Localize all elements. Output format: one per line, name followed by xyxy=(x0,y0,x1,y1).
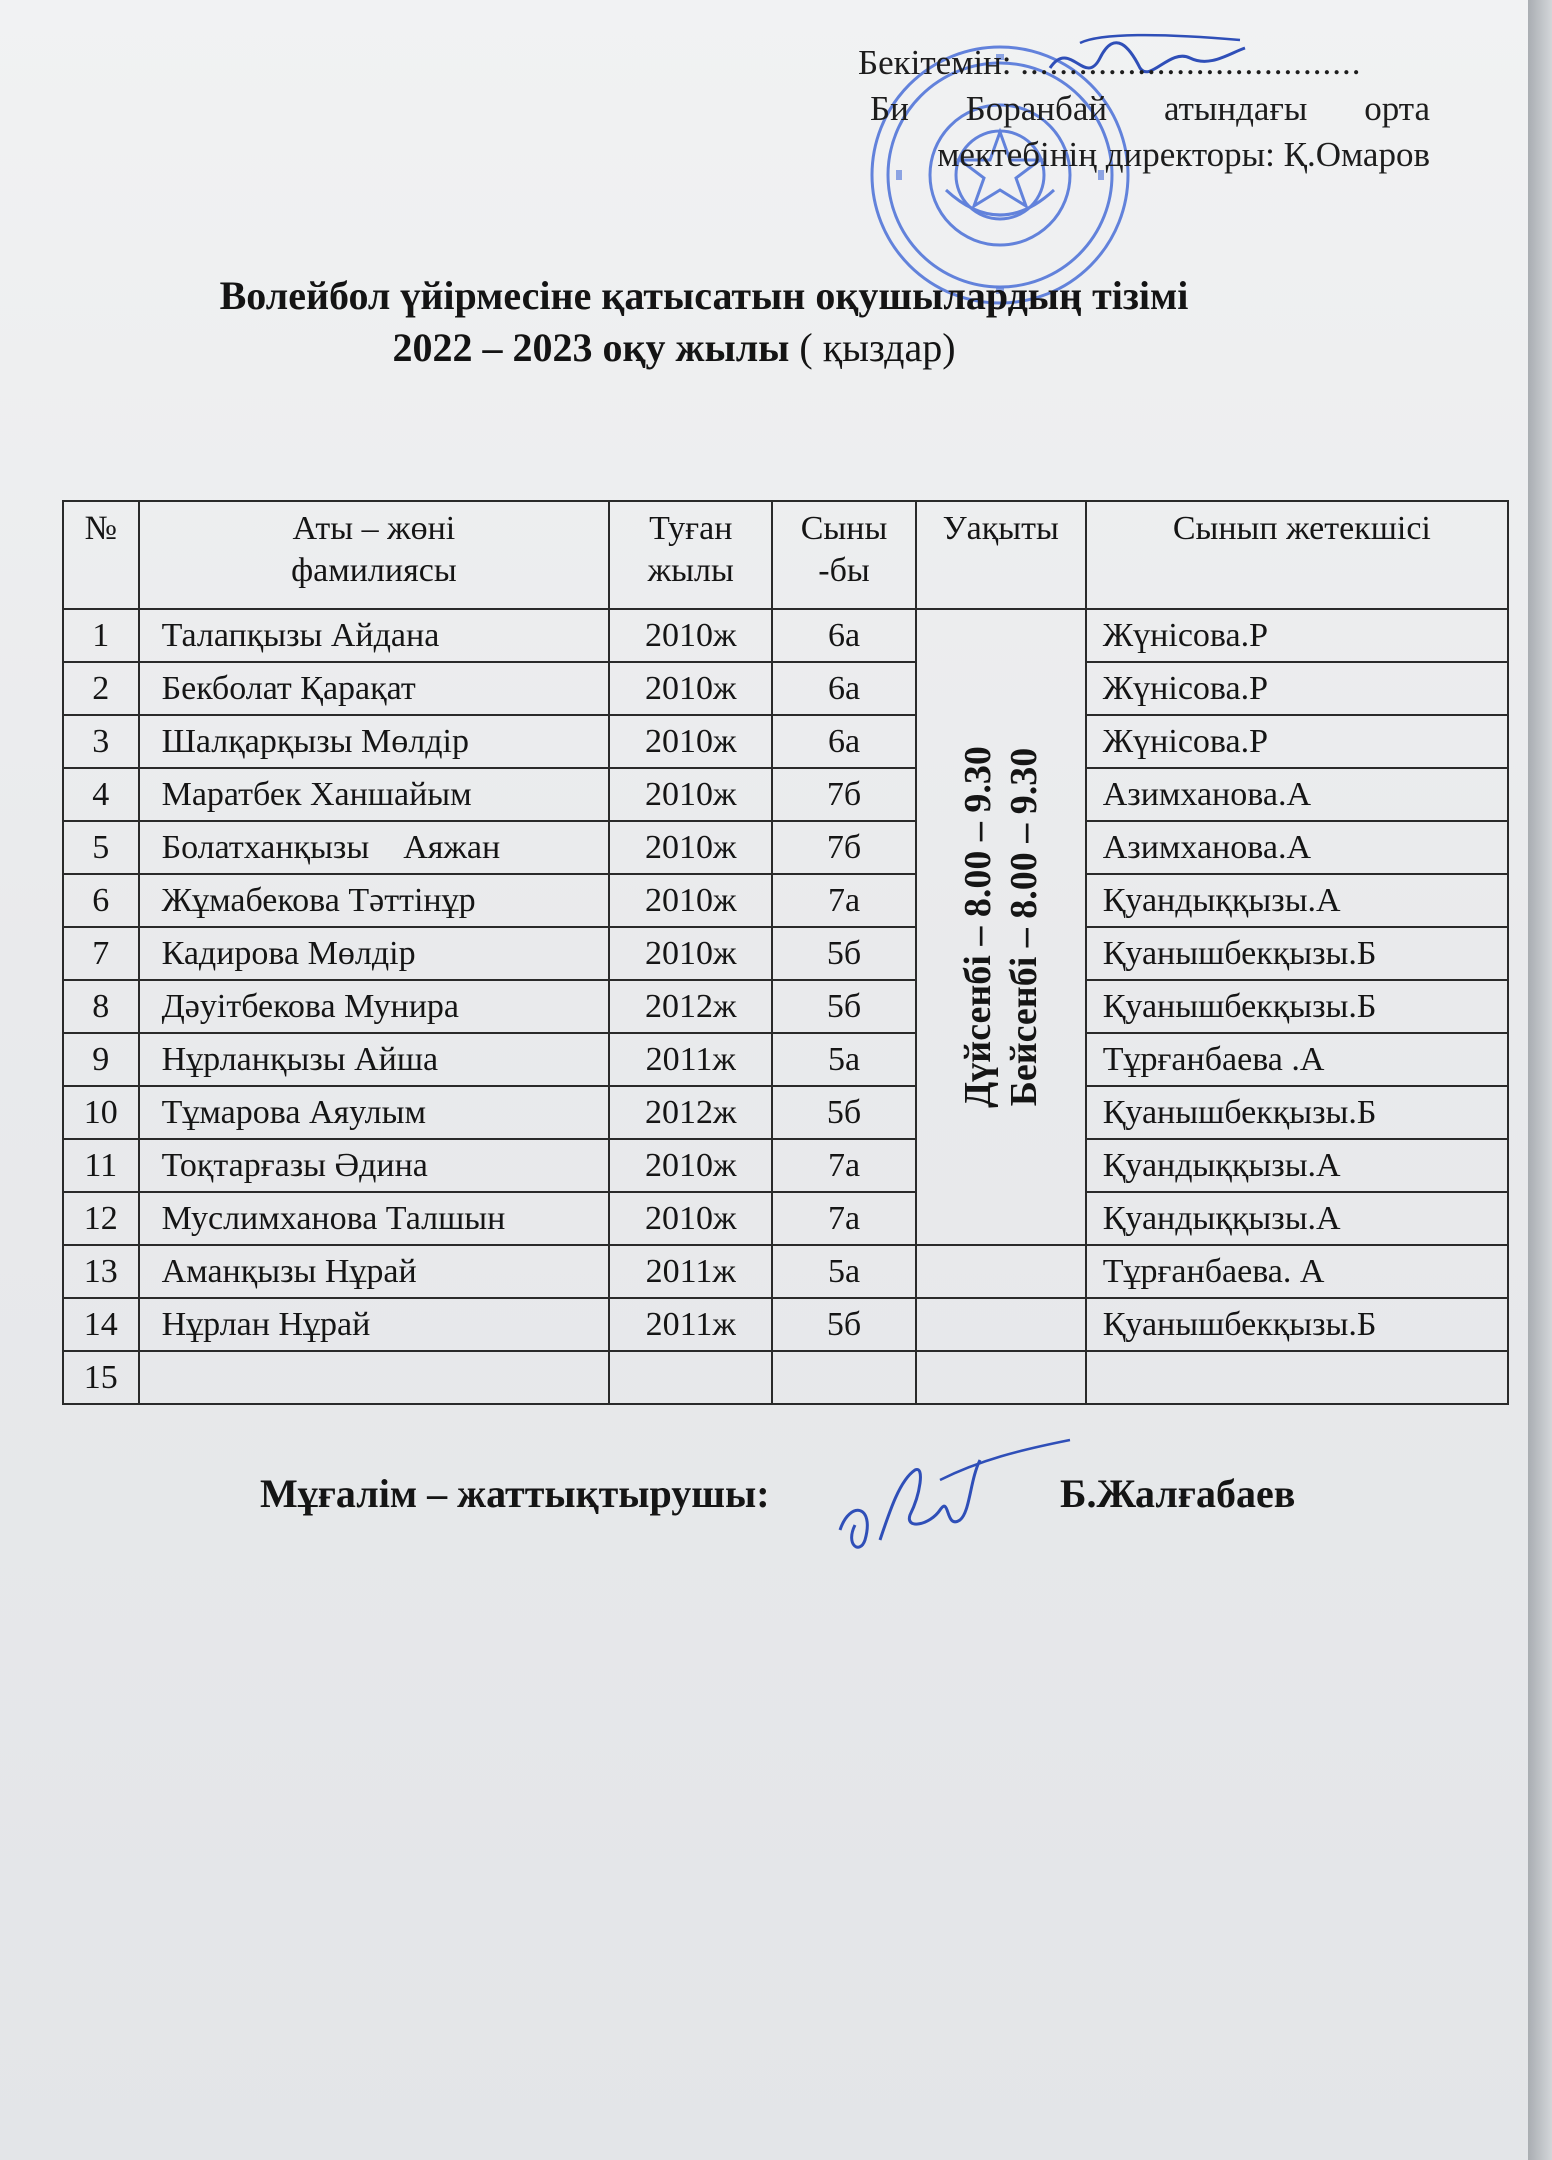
header-year-line2: жылы xyxy=(647,552,734,589)
birth-year: 2010ж xyxy=(609,715,772,768)
class-teacher: Жүнісова.Р xyxy=(1086,715,1508,768)
row-num: 6 xyxy=(63,874,139,927)
birth-year: 2010ж xyxy=(609,874,772,927)
class-name: 7а xyxy=(772,874,915,927)
class-teacher: Қуандыққызы.А xyxy=(1086,874,1508,927)
table-row xyxy=(63,980,1508,1033)
class-name: 5б xyxy=(772,927,915,980)
header-name-line2: фамилиясы xyxy=(291,552,457,589)
row-num: 1 xyxy=(63,609,139,662)
row-num: 11 xyxy=(63,1139,139,1192)
schedule-empty xyxy=(916,1351,1086,1404)
schedule-text xyxy=(955,746,1047,1108)
table-row xyxy=(63,1033,1508,1086)
header-name xyxy=(139,501,610,609)
student-name: Кадирова Мөлдір xyxy=(139,927,610,980)
birth-year: 2010ж xyxy=(609,927,772,980)
class-teacher: Жүнісова.Р xyxy=(1086,662,1508,715)
class-name: 7б xyxy=(772,821,915,874)
class-name: 7а xyxy=(772,1139,915,1192)
school-year: 2022 – 2023 оқу жылы xyxy=(392,325,790,370)
student-name: Тоқтарғазы Әдина xyxy=(139,1139,610,1192)
student-name: Нұрлан Нұрай xyxy=(139,1298,610,1351)
document-title xyxy=(0,270,1528,374)
group-note: ( қыздар) xyxy=(799,325,956,370)
student-name: Нұрланқызы Айша xyxy=(139,1033,610,1086)
table-row xyxy=(63,768,1508,821)
header-teacher: Сынып жетекшісі xyxy=(1086,501,1508,609)
class-name: 5б xyxy=(772,1298,915,1351)
page-edge xyxy=(1528,0,1552,2160)
school-word-4: орта xyxy=(1364,89,1430,128)
birth-year: 2010ж xyxy=(609,662,772,715)
coach-name: Б.Жалғабаев xyxy=(1060,1471,1296,1516)
class-teacher: Қуанышбекқызы.Б xyxy=(1086,927,1508,980)
schedule-monday: Дүйсенбі – 8.00 – 9.30 xyxy=(956,746,999,1108)
school-word-3: атындағы xyxy=(1163,89,1308,128)
class-name: 7б xyxy=(772,768,915,821)
class-name: 6а xyxy=(772,662,915,715)
table-row xyxy=(63,874,1508,927)
class-name: 5б xyxy=(772,1086,915,1139)
table-row xyxy=(63,1245,1508,1298)
birth-year: 2010ж xyxy=(609,1192,772,1245)
row-num: 4 xyxy=(63,768,139,821)
birth-year: 2010ж xyxy=(609,821,772,874)
row-num: 13 xyxy=(63,1245,139,1298)
header-year-line1: Туған xyxy=(649,510,733,547)
student-name: Талапқызы Айдана xyxy=(139,609,610,662)
class-name: 5а xyxy=(772,1245,915,1298)
approval-line xyxy=(840,40,1430,86)
row-num: 2 xyxy=(63,662,139,715)
class-teacher: Қуандыққызы.А xyxy=(1086,1139,1508,1192)
class-teacher: Қуанышбекқызы.Б xyxy=(1086,980,1508,1033)
student-name xyxy=(139,1351,610,1404)
birth-year xyxy=(609,1351,772,1404)
birth-year: 2011ж xyxy=(609,1245,772,1298)
header-time: Уақыты xyxy=(916,501,1086,609)
header-class-line2: -бы xyxy=(818,552,870,589)
student-name: Муслимханова Талшын xyxy=(139,1192,610,1245)
birth-year: 2011ж xyxy=(609,1033,772,1086)
class-teacher: Тұрғанбаева. А xyxy=(1086,1245,1508,1298)
header-class xyxy=(772,501,915,609)
schedule-thursday: Бейсенбі – 8.00 – 9.30 xyxy=(1002,747,1045,1107)
class-name: 7а xyxy=(772,1192,915,1245)
class-name: 5б xyxy=(772,980,915,1033)
school-line xyxy=(840,86,1430,132)
student-name: Бекболат Қарақат xyxy=(139,662,610,715)
class-name: 6а xyxy=(772,715,915,768)
class-teacher: Қуандыққызы.А xyxy=(1086,1192,1508,1245)
school-word-1: Би xyxy=(870,89,909,128)
title-line-2 xyxy=(0,322,1528,374)
table-row xyxy=(63,1298,1508,1351)
roster-body xyxy=(63,609,1508,1404)
student-name: Шалқарқызы Мөлдір xyxy=(139,715,610,768)
header-year xyxy=(609,501,772,609)
schedule-empty xyxy=(916,1298,1086,1351)
birth-year: 2010ж xyxy=(609,768,772,821)
student-name: Болатханқызы Аяжан xyxy=(139,821,610,874)
approval-block xyxy=(840,40,1430,178)
birth-year: 2010ж xyxy=(609,609,772,662)
row-num: 9 xyxy=(63,1033,139,1086)
birth-year: 2011ж xyxy=(609,1298,772,1351)
row-num: 12 xyxy=(63,1192,139,1245)
class-teacher: Қуанышбекқызы.Б xyxy=(1086,1086,1508,1139)
row-num: 14 xyxy=(63,1298,139,1351)
table-row xyxy=(63,1139,1508,1192)
table-row xyxy=(63,1086,1508,1139)
class-teacher: Қуанышбекқызы.Б xyxy=(1086,1298,1508,1351)
table-row xyxy=(63,609,1508,662)
title-line-1: Волейбол үйірмесіне қатысатын оқушылардың тізімі xyxy=(219,273,1189,318)
class-teacher xyxy=(1086,1351,1508,1404)
class-name xyxy=(772,1351,915,1404)
director-line: мектебінің директоры: Қ.Омаров xyxy=(937,135,1430,174)
row-num: 15 xyxy=(63,1351,139,1404)
table-row xyxy=(63,715,1508,768)
table-row xyxy=(63,821,1508,874)
table-row xyxy=(63,662,1508,715)
birth-year: 2010ж xyxy=(609,1139,772,1192)
schedule-cell xyxy=(916,609,1086,1245)
class-teacher: Азимханова.А xyxy=(1086,821,1508,874)
student-name: Дәуітбекова Мунира xyxy=(139,980,610,1033)
student-name: Тұмарова Аяулым xyxy=(139,1086,610,1139)
approval-label: Бекітемін: xyxy=(858,43,1012,82)
table-row xyxy=(63,927,1508,980)
class-name: 5а xyxy=(772,1033,915,1086)
student-name: Маратбек Ханшайым xyxy=(139,768,610,821)
schedule-empty xyxy=(916,1245,1086,1298)
row-num: 5 xyxy=(63,821,139,874)
birth-year: 2012ж xyxy=(609,1086,772,1139)
row-num: 3 xyxy=(63,715,139,768)
row-num: 10 xyxy=(63,1086,139,1139)
header-num: № xyxy=(63,501,139,609)
class-name: 6а xyxy=(772,609,915,662)
class-teacher: Жүнісова.Р xyxy=(1086,609,1508,662)
student-name: Жұмабекова Тәттінұр xyxy=(139,874,610,927)
student-name: Аманқызы Нұрай xyxy=(139,1245,610,1298)
class-teacher: Азимханова.А xyxy=(1086,768,1508,821)
row-num: 8 xyxy=(63,980,139,1033)
table-row xyxy=(63,1351,1508,1404)
header-class-line1: Сыны xyxy=(800,510,888,547)
table-header-row xyxy=(63,501,1508,609)
header-name-line1: Аты – жөні xyxy=(292,510,456,547)
student-roster-table xyxy=(62,500,1509,1405)
coach-signature xyxy=(820,1420,1080,1570)
coach-label: Мұғалім – жаттықтырушы: xyxy=(260,1471,770,1516)
school-word-2: Боранбай xyxy=(965,89,1108,128)
row-num: 7 xyxy=(63,927,139,980)
birth-year: 2012ж xyxy=(609,980,772,1033)
approval-dots: ................................... xyxy=(1020,43,1362,82)
class-teacher: Тұрғанбаева .А xyxy=(1086,1033,1508,1086)
table-row xyxy=(63,1192,1508,1245)
